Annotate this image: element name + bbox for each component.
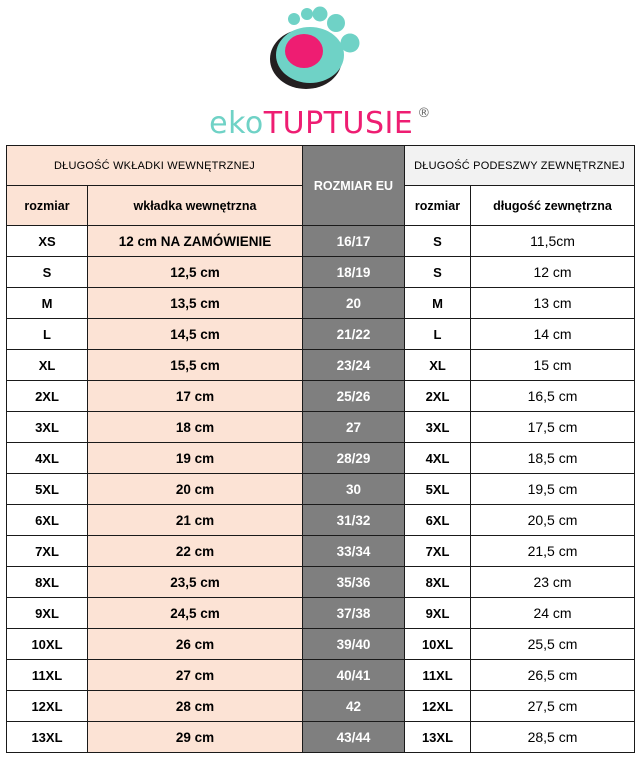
table-row [7, 381, 635, 412]
table-row [7, 629, 635, 660]
size-right-cell: 9XL [405, 598, 471, 629]
external-length-cell: 27,5 cm [471, 691, 635, 722]
table-row [7, 288, 635, 319]
insole-length-cell: 14,5 cm [88, 319, 303, 350]
external-length-cell: 21,5 cm [471, 536, 635, 567]
size-right-cell: 11XL [405, 660, 471, 691]
external-length-cell: 15 cm [471, 350, 635, 381]
insole-length-cell: 19 cm [88, 443, 303, 474]
size-left-cell: 4XL [7, 443, 88, 474]
eu-size-cell: 25/26 [303, 381, 405, 412]
size-right-cell: 6XL [405, 505, 471, 536]
table-group-header-row [7, 146, 635, 186]
eu-size-cell: 30 [303, 474, 405, 505]
table-row [7, 257, 635, 288]
eu-size-cell: 20 [303, 288, 405, 319]
size-left-cell: 12XL [7, 691, 88, 722]
eu-size-cell: 33/34 [303, 536, 405, 567]
footprint-logo-icon [258, 5, 368, 95]
size-left-cell: S [7, 257, 88, 288]
external-length-cell: 20,5 cm [471, 505, 635, 536]
table-row [7, 443, 635, 474]
table-row [7, 598, 635, 629]
size-left-cell: L [7, 319, 88, 350]
external-length-cell: 19,5 cm [471, 474, 635, 505]
eu-size-cell: 42 [303, 691, 405, 722]
table-row [7, 474, 635, 505]
table-row [7, 691, 635, 722]
table-row [7, 505, 635, 536]
size-right-cell: 3XL [405, 412, 471, 443]
external-length-cell: 23 cm [471, 567, 635, 598]
insole-length-cell: 26 cm [88, 629, 303, 660]
table-row [7, 226, 635, 257]
table-row [7, 660, 635, 691]
table-row [7, 319, 635, 350]
eu-size-cell: 43/44 [303, 722, 405, 753]
external-length-cell: 14 cm [471, 319, 635, 350]
insole-length-cell: 21 cm [88, 505, 303, 536]
size-right-cell: 4XL [405, 443, 471, 474]
brand-wordmark [0, 96, 640, 142]
size-left-cell: XS [7, 226, 88, 257]
insole-length-cell: 18 cm [88, 412, 303, 443]
external-length-cell: 18,5 cm [471, 443, 635, 474]
size-chart-table [6, 145, 635, 753]
insole-length-cell: 20 cm [88, 474, 303, 505]
size-right-cell: 10XL [405, 629, 471, 660]
eu-size-cell: 28/29 [303, 443, 405, 474]
external-length-cell: 24 cm [471, 598, 635, 629]
insole-length-cell: 12 cm NA ZAMÓWIENIE [88, 226, 303, 257]
insole-length-cell: 13,5 cm [88, 288, 303, 319]
eu-size-cell: 37/38 [303, 598, 405, 629]
brand-logo [0, 0, 640, 140]
eu-size-cell: 21/22 [303, 319, 405, 350]
header-external-length: długość zewnętrzna [471, 186, 635, 226]
size-right-cell: L [405, 319, 471, 350]
external-length-cell: 17,5 cm [471, 412, 635, 443]
eu-size-cell: 27 [303, 412, 405, 443]
external-length-cell: 11,5cm [471, 226, 635, 257]
external-length-cell: 25,5 cm [471, 629, 635, 660]
insole-length-cell: 22 cm [88, 536, 303, 567]
group-header-sole: DŁUGOŚĆ PODESZWY ZEWNĘTRZNEJ [405, 146, 635, 186]
eu-size-cell: 40/41 [303, 660, 405, 691]
table-row [7, 350, 635, 381]
header-insole-length: wkładka wewnętrzna [88, 186, 303, 226]
header-size-right: rozmiar [405, 186, 471, 226]
eu-size-cell: 18/19 [303, 257, 405, 288]
size-right-cell: 8XL [405, 567, 471, 598]
insole-length-cell: 27 cm [88, 660, 303, 691]
external-length-cell: 26,5 cm [471, 660, 635, 691]
size-left-cell: 7XL [7, 536, 88, 567]
eu-size-cell: 31/32 [303, 505, 405, 536]
eu-size-cell: 35/36 [303, 567, 405, 598]
size-right-cell: 12XL [405, 691, 471, 722]
brand-eko: eko [209, 106, 264, 141]
size-left-cell: 10XL [7, 629, 88, 660]
insole-length-cell: 29 cm [88, 722, 303, 753]
header-eu-size: ROZMIAR EU [303, 146, 405, 226]
external-length-cell: 12 cm [471, 257, 635, 288]
size-right-cell: 5XL [405, 474, 471, 505]
brand-name: TUPTUSIE [263, 106, 414, 141]
insole-length-cell: 28 cm [88, 691, 303, 722]
size-left-cell: 13XL [7, 722, 88, 753]
size-right-cell: M [405, 288, 471, 319]
external-length-cell: 13 cm [471, 288, 635, 319]
registered-mark: ® [417, 106, 431, 121]
eu-size-cell: 23/24 [303, 350, 405, 381]
insole-length-cell: 17 cm [88, 381, 303, 412]
size-right-cell: 2XL [405, 381, 471, 412]
table-row [7, 412, 635, 443]
size-left-cell: 3XL [7, 412, 88, 443]
insole-length-cell: 15,5 cm [88, 350, 303, 381]
group-header-insole: DŁUGOŚĆ WKŁADKI WEWNĘTRZNEJ [7, 146, 303, 186]
external-length-cell: 28,5 cm [471, 722, 635, 753]
size-left-cell: 2XL [7, 381, 88, 412]
size-left-cell: 8XL [7, 567, 88, 598]
table-row [7, 567, 635, 598]
insole-length-cell: 12,5 cm [88, 257, 303, 288]
size-left-cell: 5XL [7, 474, 88, 505]
size-right-cell: XL [405, 350, 471, 381]
insole-length-cell: 24,5 cm [88, 598, 303, 629]
size-left-cell: 9XL [7, 598, 88, 629]
size-left-cell: XL [7, 350, 88, 381]
size-left-cell: 6XL [7, 505, 88, 536]
size-right-cell: 7XL [405, 536, 471, 567]
size-right-cell: S [405, 226, 471, 257]
header-size-left: rozmiar [7, 186, 88, 226]
size-right-cell: S [405, 257, 471, 288]
size-right-cell: 13XL [405, 722, 471, 753]
size-left-cell: 11XL [7, 660, 88, 691]
eu-size-cell: 39/40 [303, 629, 405, 660]
table-row [7, 722, 635, 753]
table-row [7, 536, 635, 567]
insole-length-cell: 23,5 cm [88, 567, 303, 598]
size-left-cell: M [7, 288, 88, 319]
eu-size-cell: 16/17 [303, 226, 405, 257]
external-length-cell: 16,5 cm [471, 381, 635, 412]
